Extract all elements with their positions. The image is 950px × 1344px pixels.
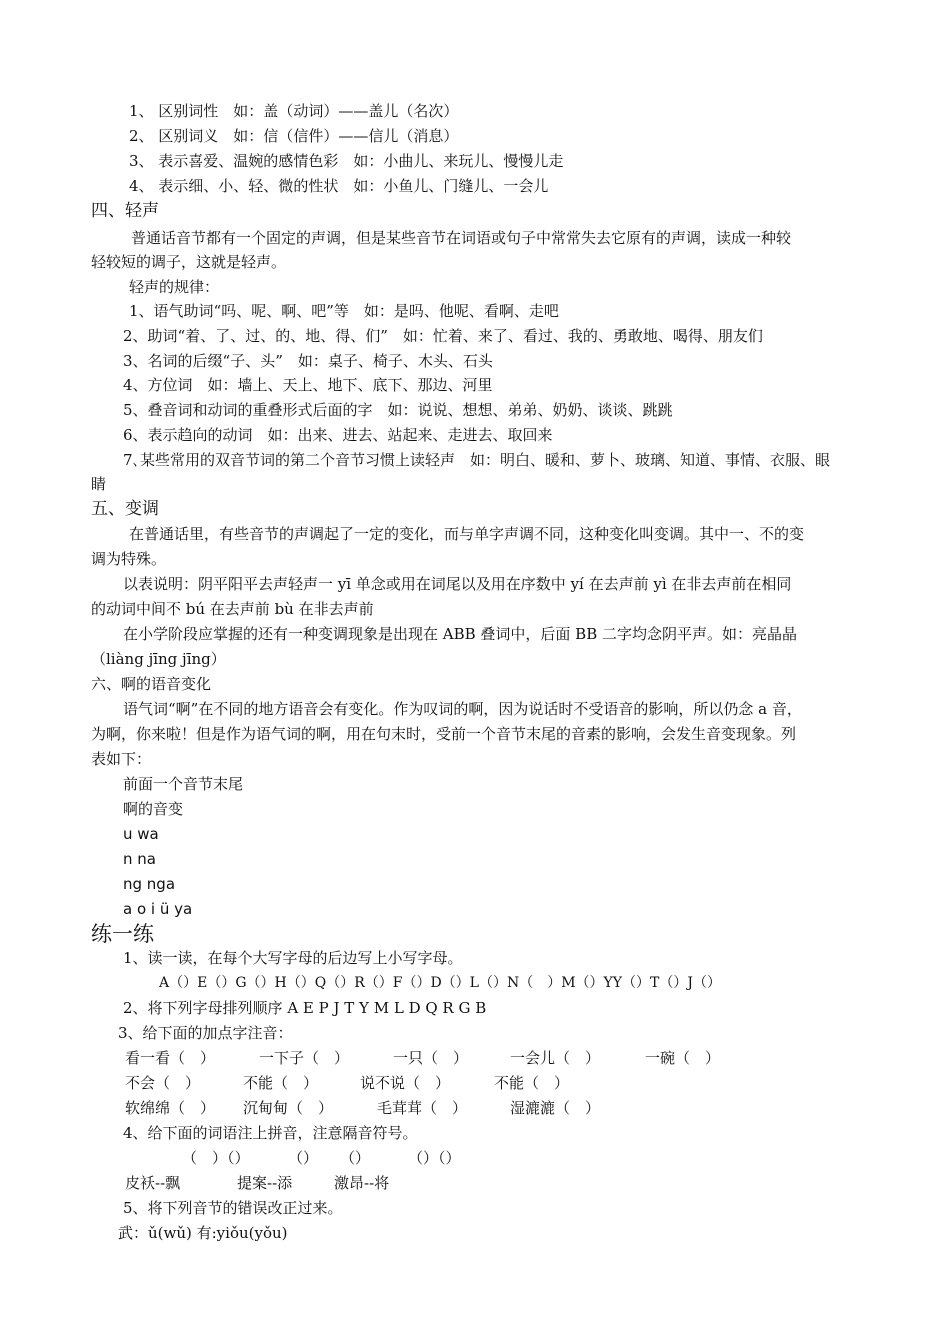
qingsheng-rule-7: 7､某些常用的双音节词的第二个音节习惯上读轻声 如：明白、暖和、萝卜、玻璃、知道、事情、衣服、眼 <box>123 451 831 469</box>
biandiao-para1-line-2: 调为特殊。 <box>91 550 167 568</box>
exercise-word: 激昂--将 <box>334 1174 390 1192</box>
qingsheng-rule-7-wrap: 睛 <box>91 475 107 493</box>
a-table-header-2: 啊的音变 <box>123 800 184 818</box>
a-table-row: a o i ü ya <box>123 900 193 918</box>
qingsheng-rule-1: 1、语气助词“吗、呢、啊、吧”等 如：是吗、他呢、看啊、走吧 <box>129 302 559 320</box>
exercise-q3: 3、给下面的加点字注音： <box>118 1024 293 1042</box>
qingsheng-para-line-1: 普通话音节都有一个固定的声调，但是某些音节在词语或句子中常常失去它原有的声调，读成一种较 <box>131 229 792 247</box>
pinyin-blank-item: 湿漉漉（ ） <box>510 1099 601 1117</box>
qingsheng-rule-6: 6、表示趋向的动词 如：出来、进去、站起来、走进去、取回来 <box>123 426 553 444</box>
section-heading-qingsheng: 四、轻声 <box>91 201 159 221</box>
pinyin-blank-item: 看一看（ ） <box>125 1049 216 1067</box>
a-table-row: n na <box>123 850 156 868</box>
biandiao-para2-line-2: 的动词中间不 bú 在去声前 bù 在非去声前 <box>91 600 374 618</box>
exercise-q2: 2、将下列字母排列顺序 A E P J T Y M L D Q R G B <box>123 999 487 1017</box>
section-heading-lianyilian: 练一练 <box>91 922 154 946</box>
a-bianhua-para-line-1: 语气词“啊”在不同的地方语音会有变化。作为叹词的啊，因为说话时不受语音的影响，所以仍念 a 音， <box>123 700 802 718</box>
exercise-q4-words <box>0 1173 950 1193</box>
pinyin-blank-item: 毛茸茸（ ） <box>377 1099 468 1117</box>
exercise-q5-example: 武：ǔ(wǔ) 有:yiǒu(yǒu) <box>118 1224 288 1242</box>
pinyin-blank-item: 一碗（ ） <box>645 1049 721 1067</box>
exercise-q4: 4、给下面的词语注上拼音，注意隔音符号。 <box>123 1124 418 1142</box>
pinyin-blank-item: 软绵绵（ ） <box>125 1099 216 1117</box>
a-table-row: ng nga <box>123 875 176 893</box>
exercise-q4-blanks <box>0 1148 950 1168</box>
pinyin-blank: （） <box>288 1149 319 1167</box>
qingsheng-rules-title: 轻声的规律： <box>129 278 220 296</box>
exercise-word: 提案--添 <box>237 1174 293 1192</box>
qingsheng-rule-4: 4、方位词 如：墙上、天上、地下、底下、那边、河里 <box>123 376 493 394</box>
exercise-word: 皮袄--飘 <box>125 1174 181 1192</box>
pinyin-blank-item: 说不说（ ） <box>360 1074 451 1092</box>
exercise-q3-row-1 <box>0 1048 950 1068</box>
exercise-q1: 1、读一读，在每个大写字母的后边写上小写字母。 <box>123 949 463 967</box>
exercise-q3-row-3 <box>0 1098 950 1118</box>
pinyin-blank-item: 一会儿（ ） <box>510 1049 601 1067</box>
pinyin-blank: （ ）（） <box>182 1149 250 1167</box>
biandiao-para3-line-2: （liàng jīng jīng） <box>91 650 226 668</box>
exercise-q3-row-2 <box>0 1073 950 1093</box>
biandiao-para3-line-1: 在小学阶段应掌握的还有一种变调现象是出现在 ABB 叠词中，后面 BB 二字均念阴平声。如：亮晶晶 <box>123 625 798 643</box>
biandiao-para1-line-1: 在普通话里，有些音节的声调起了一定的变化，而与单字声调不同，这种变化叫变调。其中一、不的变 <box>129 525 805 543</box>
pinyin-blank: （） <box>340 1149 371 1167</box>
exercise-q5: 5、将下列音节的错误改正过来。 <box>123 1199 343 1217</box>
qingsheng-rule-3: 3、名词的后缀“子、头” 如：桌子、椅子、木头、石头 <box>123 352 493 370</box>
a-table-row: u wa <box>123 825 159 843</box>
a-table-header-1: 前面一个音节末尾 <box>123 775 244 793</box>
a-bianhua-para-line-2: 为啊，你来啦！但是作为语气词的啊，用在句末时，受前一个音节末尾的音素的影响，会发生音变现象。列 <box>91 725 797 743</box>
biandiao-para2-line-1: 以表说明：阴平阳平去声轻声一 yī 单念或用在词尾以及用在序数中 yí 在去声前 yì 在非去声前在相同 <box>123 575 792 593</box>
pinyin-blank-item: 一下子（ ） <box>259 1049 350 1067</box>
section-heading-biandiao: 五、变调 <box>91 499 159 519</box>
er-item-3: 3、 表示喜爱、温婉的感情色彩 如：小曲儿、来玩儿、慢慢儿走 <box>129 152 564 170</box>
er-item-4: 4、 表示细、小、轻、微的性状 如：小鱼儿、门缝儿、一会儿 <box>129 177 549 195</box>
er-item-2: 2、 区别词义 如：信（信件）——信儿（消息） <box>129 127 459 145</box>
qingsheng-rule-5: 5、叠音词和动词的重叠形式后面的字 如：说说、想想、弟弟、奶奶、谈谈、跳跳 <box>123 401 673 419</box>
pinyin-blank-item: 一只（ ） <box>393 1049 469 1067</box>
pinyin-blank-item: 不能（ ） <box>243 1074 319 1092</box>
section-heading-a-bianhua: 六、啊的语音变化 <box>91 675 212 693</box>
a-bianhua-para-line-3: 表如下： <box>91 750 152 768</box>
qingsheng-rule-2: 2、助词“着、了、过、的、地、得、们” 如：忙着、来了、看过、我的、勇敢地、喝得、朋友们 <box>123 327 763 345</box>
pinyin-blank: （）（） <box>408 1149 461 1167</box>
pinyin-blank-item: 不能（ ） <box>494 1074 570 1092</box>
pinyin-blank-item: 沉甸甸（ ） <box>243 1099 334 1117</box>
exercise-q1-letters: A（）E（）G（）H（）Q（）R（）F（）D（）L（）N（ ）M（）YY（）T（）J（） <box>159 975 721 991</box>
pinyin-blank-item: 不会（ ） <box>125 1074 201 1092</box>
er-item-1: 1、 区别词性 如：盖（动词）——盖儿（名次） <box>129 102 459 120</box>
qingsheng-para-line-2: 轻较短的调子，这就是轻声。 <box>91 253 287 271</box>
